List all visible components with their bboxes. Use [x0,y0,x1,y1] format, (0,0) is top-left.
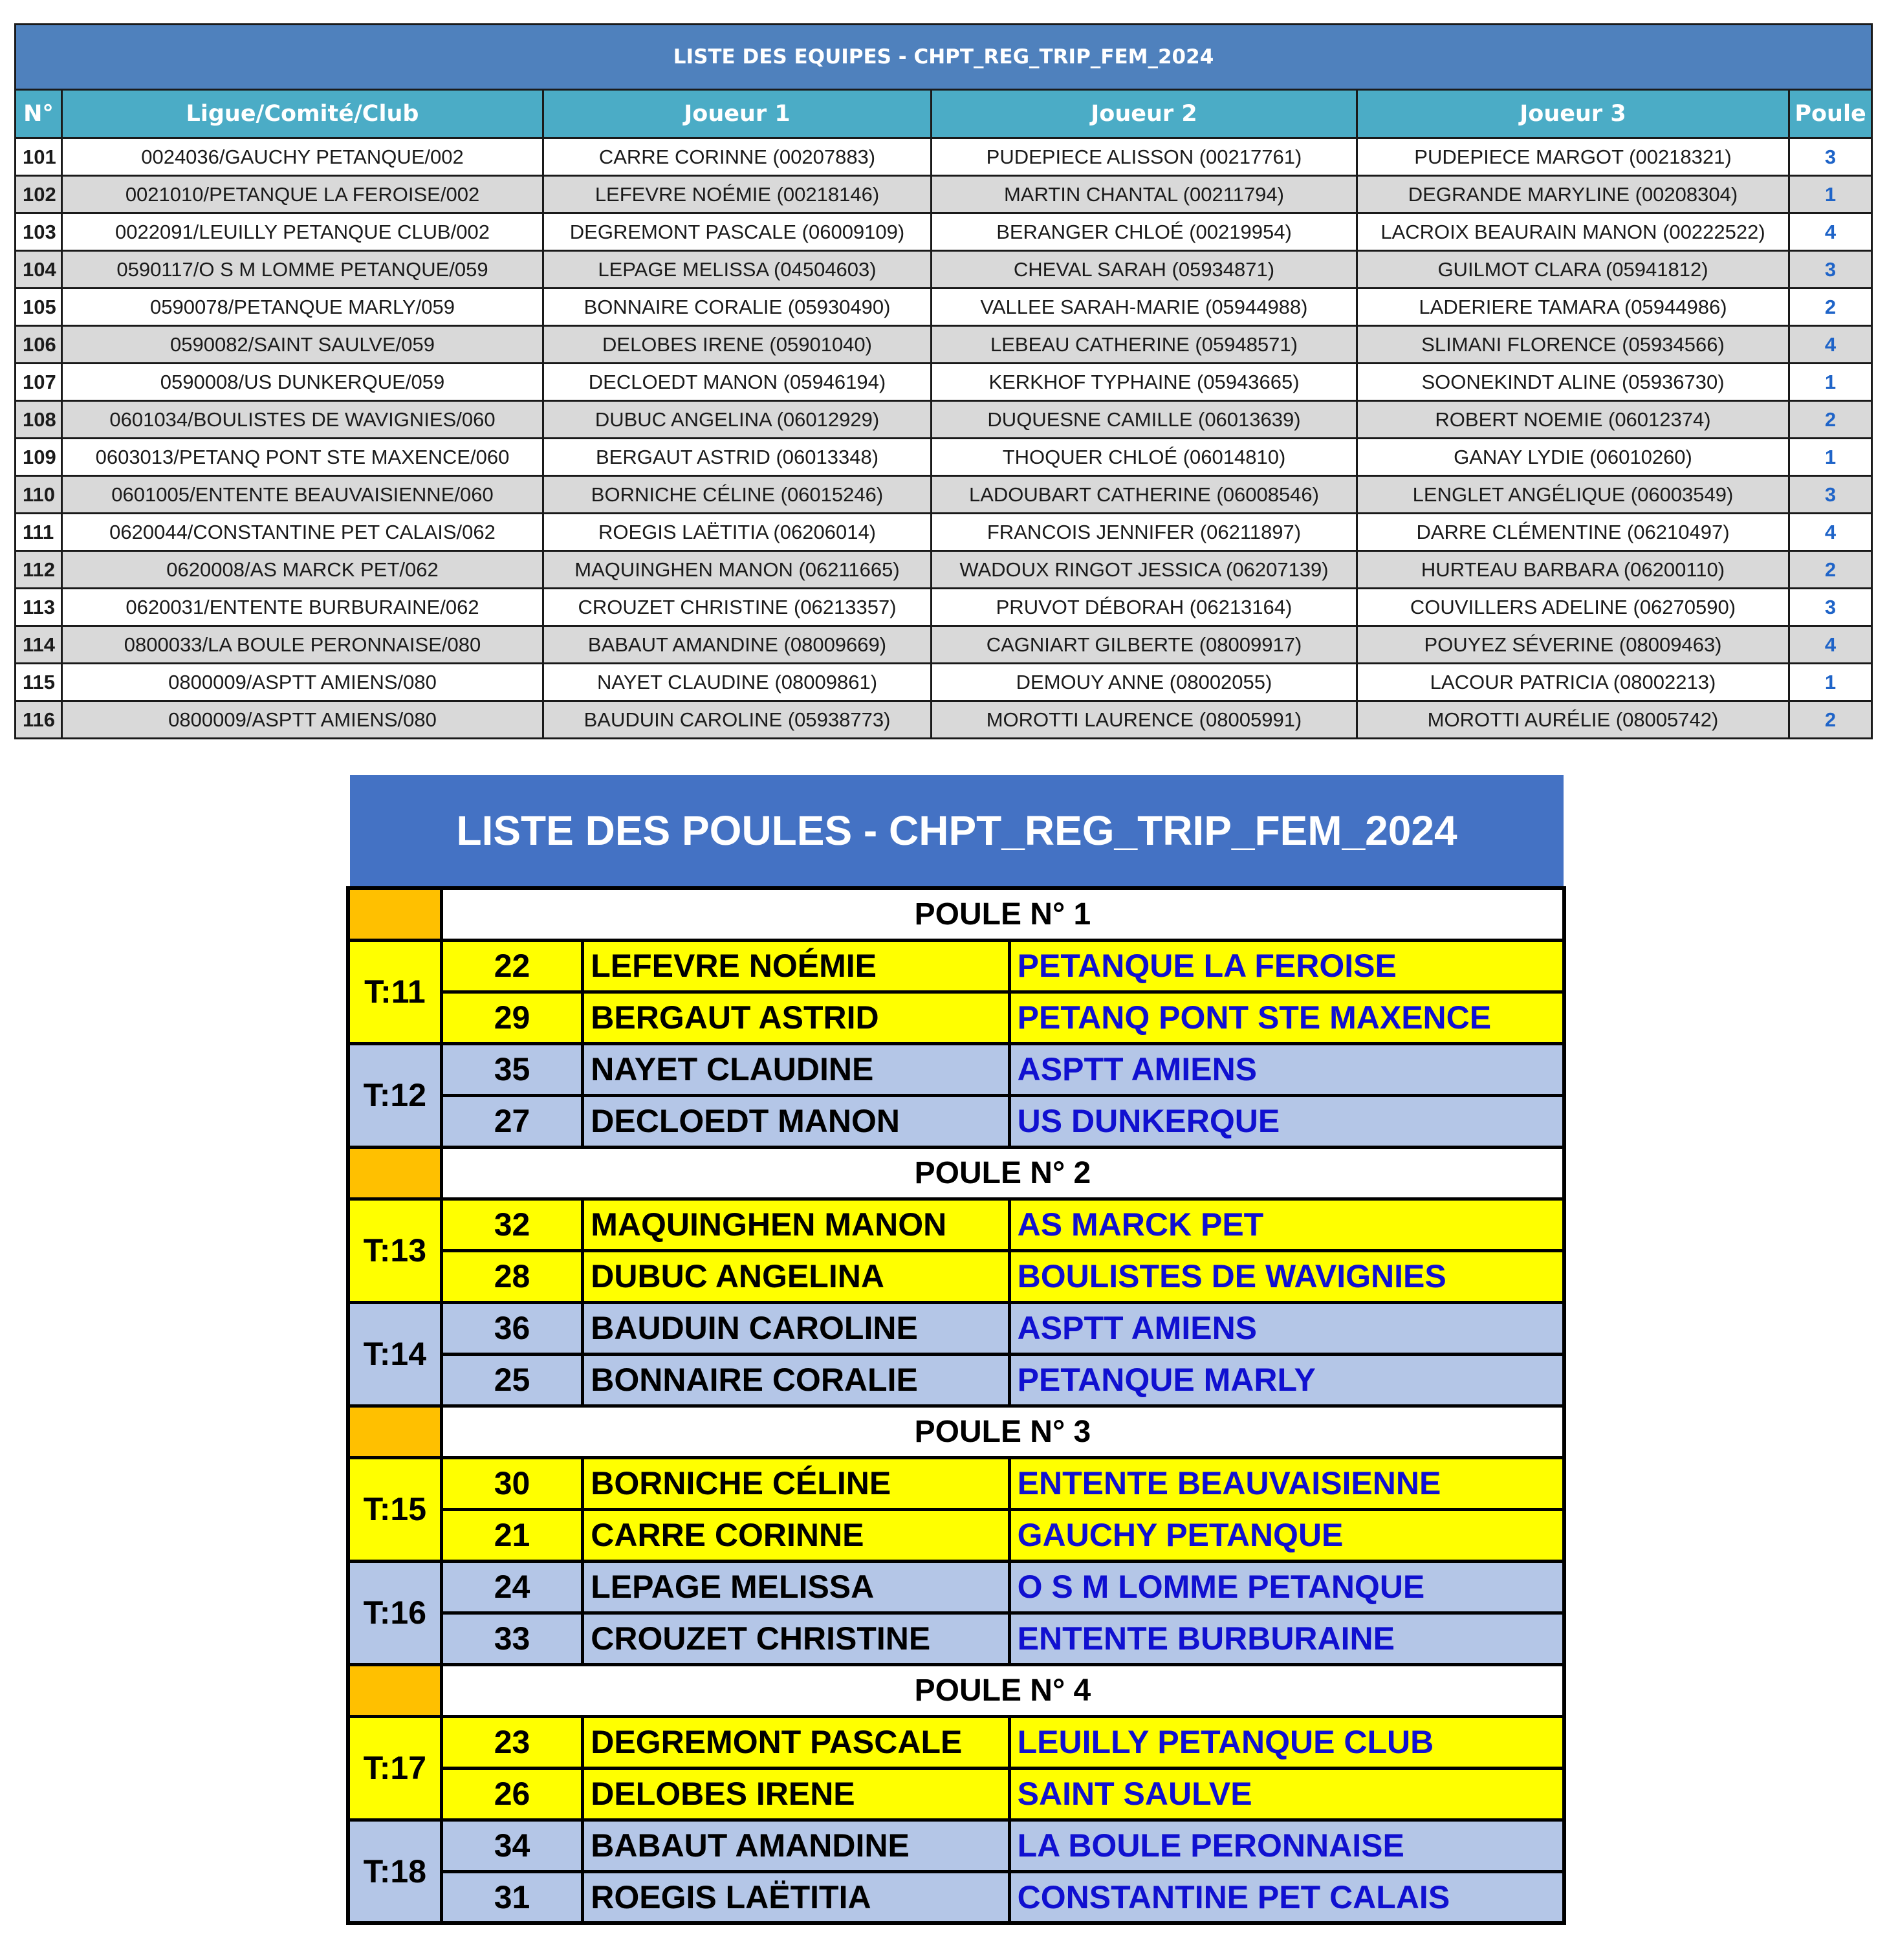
poule-team-row [348,1613,1564,1664]
team-row [16,213,1872,251]
header-club: Ligue/Comité/Club [62,90,543,138]
team-row [16,551,1872,589]
club-name: O S M LOMME PETANQUE [1009,1561,1564,1613]
team-row [16,176,1872,213]
team-player2: PUDEPIECE ALISSON (00217761) [932,138,1357,176]
team-draw-number: 36 [441,1302,582,1354]
header-player1: Joueur 1 [543,90,932,138]
club-name: AS MARCK PET [1009,1199,1564,1250]
terrain-label: T:11 [348,940,441,1043]
player-name: BORNICHE CÉLINE [583,1457,1009,1509]
poule-marker [348,1147,441,1199]
terrain-label: T:17 [348,1716,441,1820]
poule-team-row [348,1095,1564,1147]
team-row [16,476,1872,514]
poule-marker [348,1406,441,1457]
poule-marker [348,1664,441,1716]
terrain-label: T:18 [348,1820,441,1923]
team-poule: 4 [1789,514,1872,551]
team-player2: MARTIN CHANTAL (00211794) [932,176,1357,213]
poules-table-title: LISTE DES POULES - CHPT_REG_TRIP_FEM_2024 [350,775,1564,886]
player-name: MAQUINGHEN MANON [583,1199,1009,1250]
team-row [16,289,1872,326]
team-player2: CHEVAL SARAH (05934871) [932,251,1357,289]
team-player2: BERANGER CHLOÉ (00219954) [932,213,1357,251]
team-number: 115 [16,664,62,701]
poule-marker [348,888,441,940]
team-player2: THOQUER CHLOÉ (06014810) [932,439,1357,476]
teams-header-row [16,90,1872,138]
player-name: CROUZET CHRISTINE [583,1613,1009,1664]
team-player3: DEGRANDE MARYLINE (00208304) [1357,176,1789,213]
team-row [16,439,1872,476]
team-player1: BABAUT AMANDINE (08009669) [543,626,932,664]
poule-team-row [348,1354,1564,1406]
team-club: 0590082/SAINT SAULVE/059 [62,326,543,364]
poule-team-row [348,1250,1564,1302]
poule-label: POULE N° 2 [441,1147,1564,1199]
team-player1: NAYET CLAUDINE (08009861) [543,664,932,701]
team-player3: ROBERT NOEMIE (06012374) [1357,401,1789,439]
team-player3: LACROIX BEAURAIN MANON (00222522) [1357,213,1789,251]
team-number: 113 [16,589,62,626]
team-player1: DELOBES IRENE (05901040) [543,326,932,364]
team-club: 0620031/ENTENTE BURBURAINE/062 [62,589,543,626]
player-name: ROEGIS LAËTITIA [583,1871,1009,1923]
team-player1: BERGAUT ASTRID (06013348) [543,439,932,476]
poule-team-row [348,940,1564,992]
team-player1: MAQUINGHEN MANON (06211665) [543,551,932,589]
team-poule: 3 [1789,138,1872,176]
player-name: DEGREMONT PASCALE [583,1716,1009,1768]
club-name: CONSTANTINE PET CALAIS [1009,1871,1564,1923]
team-club: 0800009/ASPTT AMIENS/080 [62,701,543,739]
terrain-label: T:14 [348,1302,441,1406]
team-draw-number: 25 [441,1354,582,1406]
team-poule: 1 [1789,664,1872,701]
poule-header-row [348,1147,1564,1199]
team-player3: GANAY LYDIE (06010260) [1357,439,1789,476]
poule-team-row [348,1820,1564,1871]
team-club: 0603013/PETANQ PONT STE MAXENCE/060 [62,439,543,476]
team-player3: GUILMOT CLARA (05941812) [1357,251,1789,289]
poule-team-row [348,1043,1564,1095]
team-draw-number: 29 [441,992,582,1043]
player-name: BABAUT AMANDINE [583,1820,1009,1871]
team-poule: 1 [1789,439,1872,476]
terrain-label: T:12 [348,1043,441,1147]
team-draw-number: 33 [441,1613,582,1664]
team-number: 110 [16,476,62,514]
team-player3: LENGLET ANGÉLIQUE (06003549) [1357,476,1789,514]
team-draw-number: 28 [441,1250,582,1302]
player-name: BAUDUIN CAROLINE [583,1302,1009,1354]
team-player3: MOROTTI AURÉLIE (08005742) [1357,701,1789,739]
team-row [16,589,1872,626]
team-number: 116 [16,701,62,739]
team-number: 106 [16,326,62,364]
team-player3: LACOUR PATRICIA (08002213) [1357,664,1789,701]
team-player2: FRANCOIS JENNIFER (06211897) [932,514,1357,551]
team-row [16,138,1872,176]
club-name: PETANQ PONT STE MAXENCE [1009,992,1564,1043]
team-draw-number: 34 [441,1820,582,1871]
player-name: DUBUC ANGELINA [583,1250,1009,1302]
team-poule: 2 [1789,401,1872,439]
team-player1: BONNAIRE CORALIE (05930490) [543,289,932,326]
club-name: LA BOULE PERONNAISE [1009,1820,1564,1871]
team-number: 105 [16,289,62,326]
team-club: 0021010/PETANQUE LA FEROISE/002 [62,176,543,213]
team-draw-number: 26 [441,1768,582,1820]
terrain-label: T:16 [348,1561,441,1664]
team-player3: LADERIERE TAMARA (05944986) [1357,289,1789,326]
team-player1: ROEGIS LAËTITIA (06206014) [543,514,932,551]
team-poule: 3 [1789,251,1872,289]
team-club: 0800009/ASPTT AMIENS/080 [62,664,543,701]
team-row [16,514,1872,551]
team-club: 0590008/US DUNKERQUE/059 [62,364,543,401]
poules-table [346,886,1566,1925]
team-player2: DUQUESNE CAMILLE (06013639) [932,401,1357,439]
team-player2: MOROTTI LAURENCE (08005991) [932,701,1357,739]
team-club: 0620044/CONSTANTINE PET CALAIS/062 [62,514,543,551]
poule-team-row [348,1561,1564,1613]
team-player2: CAGNIART GILBERTE (08009917) [932,626,1357,664]
team-number: 103 [16,213,62,251]
team-player3: DARRE CLÉMENTINE (06210497) [1357,514,1789,551]
team-row [16,626,1872,664]
terrain-label: T:15 [348,1457,441,1561]
team-player1: DEGREMONT PASCALE (06009109) [543,213,932,251]
team-number: 114 [16,626,62,664]
club-name: US DUNKERQUE [1009,1095,1564,1147]
player-name: BERGAUT ASTRID [583,992,1009,1043]
team-player1: DECLOEDT MANON (05946194) [543,364,932,401]
team-poule: 3 [1789,476,1872,514]
team-row [16,326,1872,364]
team-row [16,701,1872,739]
team-club: 0590078/PETANQUE MARLY/059 [62,289,543,326]
player-name: LEPAGE MELISSA [583,1561,1009,1613]
poule-team-row [348,1768,1564,1820]
club-name: ASPTT AMIENS [1009,1043,1564,1095]
header-player3: Joueur 3 [1357,90,1789,138]
team-number: 108 [16,401,62,439]
club-name: PETANQUE MARLY [1009,1354,1564,1406]
team-player3: COUVILLERS ADELINE (06270590) [1357,589,1789,626]
player-name: DECLOEDT MANON [583,1095,1009,1147]
club-name: LEUILLY PETANQUE CLUB [1009,1716,1564,1768]
team-draw-number: 21 [441,1509,582,1561]
team-club: 0601034/BOULISTES DE WAVIGNIES/060 [62,401,543,439]
team-player2: PRUVOT DÉBORAH (06213164) [932,589,1357,626]
team-number: 102 [16,176,62,213]
team-draw-number: 32 [441,1199,582,1250]
poule-label: POULE N° 1 [441,888,1564,940]
club-name: BOULISTES DE WAVIGNIES [1009,1250,1564,1302]
header-num: N° [16,90,62,138]
team-player1: DUBUC ANGELINA (06012929) [543,401,932,439]
poule-header-row [348,888,1564,940]
club-name: PETANQUE LA FEROISE [1009,940,1564,992]
team-poule: 2 [1789,701,1872,739]
team-row [16,364,1872,401]
team-club: 0800033/LA BOULE PERONNAISE/080 [62,626,543,664]
team-row [16,664,1872,701]
poule-team-row [348,992,1564,1043]
team-player1: LEFEVRE NOÉMIE (00218146) [543,176,932,213]
team-poule: 3 [1789,589,1872,626]
team-draw-number: 27 [441,1095,582,1147]
poule-header-row [348,1664,1564,1716]
team-player3: PUDEPIECE MARGOT (00218321) [1357,138,1789,176]
team-draw-number: 35 [441,1043,582,1095]
poule-team-row [348,1509,1564,1561]
player-name: BONNAIRE CORALIE [583,1354,1009,1406]
team-player3: POUYEZ SÉVERINE (08009463) [1357,626,1789,664]
team-poule: 1 [1789,364,1872,401]
team-player2: KERKHOF TYPHAINE (05943665) [932,364,1357,401]
club-name: GAUCHY PETANQUE [1009,1509,1564,1561]
team-draw-number: 23 [441,1716,582,1768]
team-club: 0620008/AS MARCK PET/062 [62,551,543,589]
poule-header-row [348,1406,1564,1457]
team-poule: 4 [1789,213,1872,251]
poule-label: POULE N° 3 [441,1406,1564,1457]
club-name: SAINT SAULVE [1009,1768,1564,1820]
team-player2: LADOUBART CATHERINE (06008546) [932,476,1357,514]
team-player1: BAUDUIN CAROLINE (05938773) [543,701,932,739]
team-club: 0601005/ENTENTE BEAUVAISIENNE/060 [62,476,543,514]
poule-label: POULE N° 4 [441,1664,1564,1716]
team-number: 112 [16,551,62,589]
team-draw-number: 24 [441,1561,582,1613]
team-player2: VALLEE SARAH-MARIE (05944988) [932,289,1357,326]
club-name: ASPTT AMIENS [1009,1302,1564,1354]
header-player2: Joueur 2 [932,90,1357,138]
player-name: LEFEVRE NOÉMIE [583,940,1009,992]
team-poule: 1 [1789,176,1872,213]
team-player3: SLIMANI FLORENCE (05934566) [1357,326,1789,364]
team-number: 101 [16,138,62,176]
team-player3: HURTEAU BARBARA (06200110) [1357,551,1789,589]
team-number: 109 [16,439,62,476]
team-draw-number: 31 [441,1871,582,1923]
poule-team-row [348,1199,1564,1250]
team-number: 107 [16,364,62,401]
team-club: 0022091/LEUILLY PETANQUE CLUB/002 [62,213,543,251]
poule-team-row [348,1457,1564,1509]
teams-table [14,23,1873,739]
teams-table-title: LISTE DES EQUIPES - CHPT_REG_TRIP_FEM_2024 [16,25,1872,90]
team-player2: LEBEAU CATHERINE (05948571) [932,326,1357,364]
team-poule: 4 [1789,326,1872,364]
team-draw-number: 30 [441,1457,582,1509]
team-draw-number: 22 [441,940,582,992]
team-player1: CROUZET CHRISTINE (06213357) [543,589,932,626]
player-name: NAYET CLAUDINE [583,1043,1009,1095]
header-poule: Poule [1789,90,1872,138]
team-poule: 2 [1789,289,1872,326]
team-row [16,251,1872,289]
team-number: 111 [16,514,62,551]
team-number: 104 [16,251,62,289]
player-name: DELOBES IRENE [583,1768,1009,1820]
team-poule: 4 [1789,626,1872,664]
team-club: 0590117/O S M LOMME PETANQUE/059 [62,251,543,289]
team-player1: LEPAGE MELISSA (04504603) [543,251,932,289]
team-club: 0024036/GAUCHY PETANQUE/002 [62,138,543,176]
team-player1: BORNICHE CÉLINE (06015246) [543,476,932,514]
poule-team-row [348,1871,1564,1923]
team-poule: 2 [1789,551,1872,589]
team-row [16,401,1872,439]
club-name: ENTENTE BEAUVAISIENNE [1009,1457,1564,1509]
team-player2: WADOUX RINGOT JESSICA (06207139) [932,551,1357,589]
club-name: ENTENTE BURBURAINE [1009,1613,1564,1664]
team-player2: DEMOUY ANNE (08002055) [932,664,1357,701]
team-player1: CARRE CORINNE (00207883) [543,138,932,176]
team-player3: SOONEKINDT ALINE (05936730) [1357,364,1789,401]
poule-team-row [348,1302,1564,1354]
terrain-label: T:13 [348,1199,441,1302]
poule-team-row [348,1716,1564,1768]
player-name: CARRE CORINNE [583,1509,1009,1561]
